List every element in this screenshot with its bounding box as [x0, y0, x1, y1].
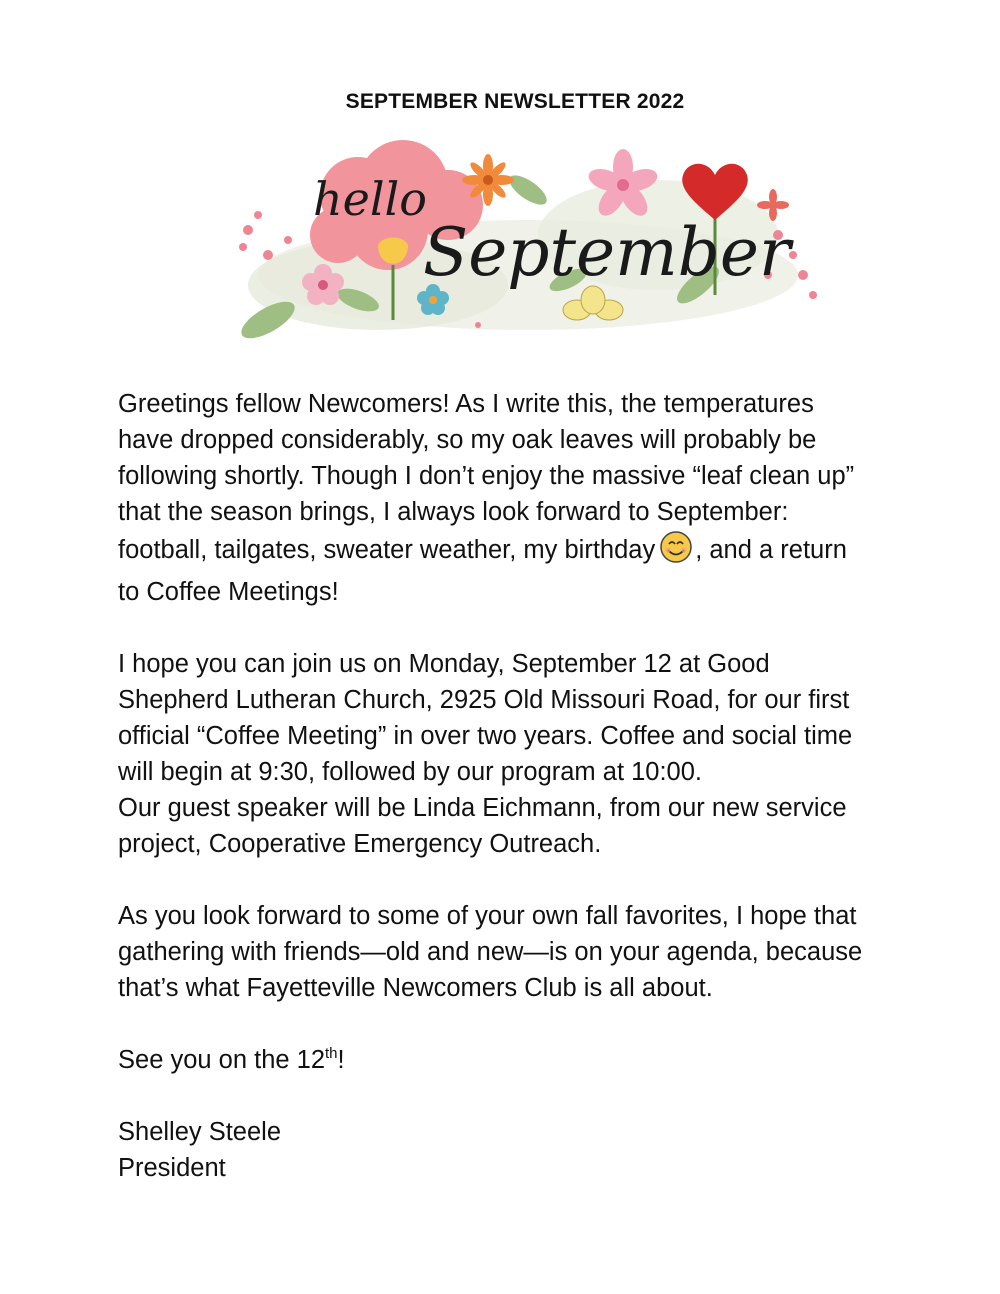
- paragraph-greetings: [118, 386, 918, 610]
- paragraph-coffee-meeting: [118, 646, 918, 862]
- signature-role: President: [118, 1154, 226, 1182]
- newsletter-body: [118, 386, 918, 1186]
- signature-block: [118, 1114, 918, 1186]
- text-line: that the season brings, I always look forward to September:: [118, 498, 789, 526]
- text-line: project, Cooperative Emergency Outreach.: [118, 830, 602, 858]
- floral-banner-icon: [228, 135, 820, 350]
- text-line: gathering with friends—old and new—is on your agenda, because: [118, 938, 863, 966]
- text-line-with-smiley: [118, 530, 918, 574]
- text-line: Our guest speaker will be Linda Eichmann, from our new service: [118, 794, 847, 822]
- text-fragment: !: [337, 1046, 345, 1074]
- text-line: Greetings fellow Newcomers! As I write this, the temperatures: [118, 390, 814, 418]
- ordinal-superscript: th: [325, 1045, 338, 1062]
- text-line: official “Coffee Meeting” in over two years. Coffee and social time: [118, 722, 853, 750]
- paragraph-see-you: [118, 1042, 918, 1078]
- banner-september-text: September: [423, 214, 791, 291]
- smiley-face-icon: [659, 530, 693, 574]
- text-fragment: See you on the 12: [118, 1046, 326, 1074]
- text-fragment: , and a return: [695, 536, 847, 564]
- signature-name: Shelley Steele: [118, 1118, 282, 1146]
- text-line: to Coffee Meetings!: [118, 578, 339, 606]
- text-line: have dropped considerably, so my oak leaves will probably be: [118, 426, 817, 454]
- text-line: following shortly. Though I don’t enjoy the massive “leaf clean up”: [118, 462, 855, 490]
- banner-hello-text: hello: [313, 172, 427, 226]
- text-fragment: football, tailgates, sweater weather, my birthday: [118, 536, 656, 564]
- text-line: As you look forward to some of your own fall favorites, I hope that: [118, 902, 857, 930]
- text-line: will begin at 9:30, followed by our program at 10:00.: [118, 758, 703, 786]
- text-line: that’s what Fayetteville Newcomers Club is all about.: [118, 974, 713, 1002]
- hello-september-banner: [228, 135, 820, 350]
- newsletter-title: SEPTEMBER NEWSLETTER 2022: [345, 90, 685, 113]
- text-line: Shepherd Lutheran Church, 2925 Old Missouri Road, for our first: [118, 686, 850, 714]
- text-line: I hope you can join us on Monday, September 12 at Good: [118, 650, 770, 678]
- text-line: [118, 1042, 918, 1078]
- paragraph-fall-favorites: [118, 898, 918, 1006]
